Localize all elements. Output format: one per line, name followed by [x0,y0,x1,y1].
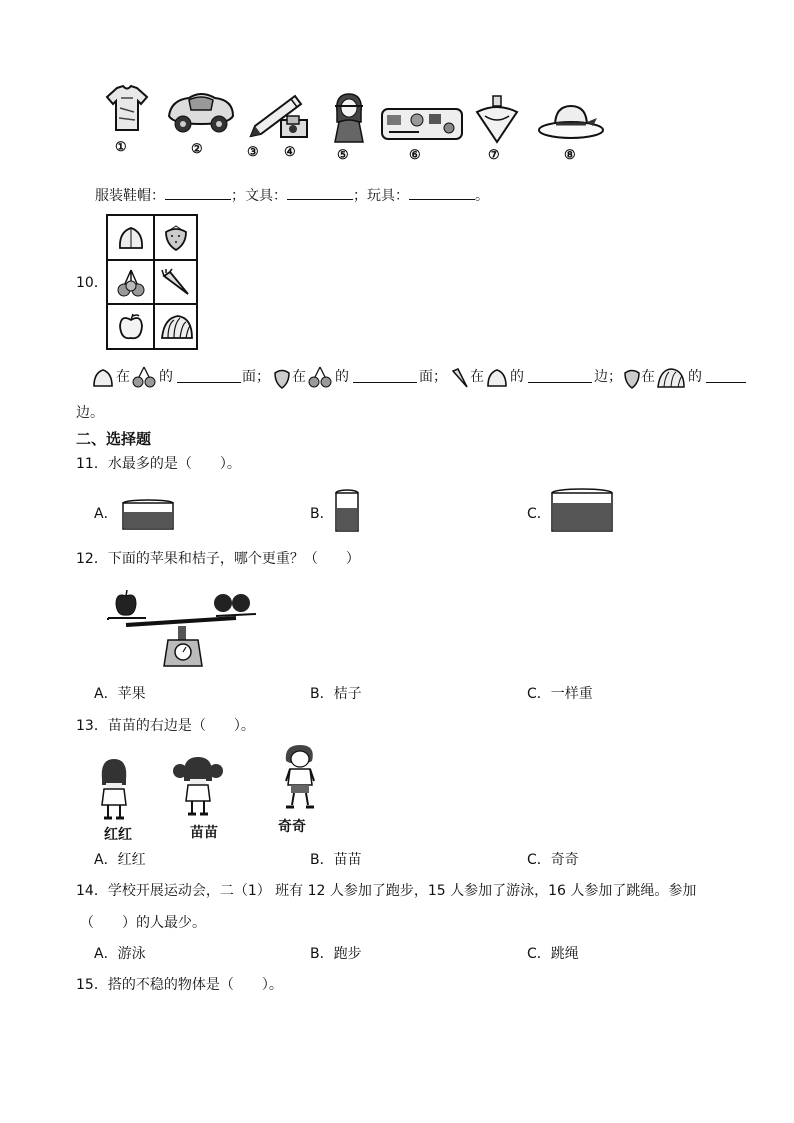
q15-question: 15．搭的不稳的物体是（ ）。 [76,977,283,993]
q10-blank-4[interactable] [706,370,746,383]
q11-question: 11．水最多的是（ ）。 [76,456,241,472]
q9-number-7: ⑦ [488,148,500,163]
balance-scale-image [106,590,268,670]
q9-number-2: ② [191,142,203,157]
q12-option-a[interactable]: A．苹果 [94,686,146,702]
toy-label: ；玩具： [353,188,409,204]
pencil-case-icon [379,106,465,142]
cherries-icon [308,366,332,388]
q10-word-of-2: 的 [335,369,349,385]
sun-hat-icon [535,102,605,142]
cherries-icon [132,366,156,388]
q10-word-at-2: 在 [292,369,306,385]
peach-icon [486,368,508,388]
peach-icon [117,224,145,252]
q13-option-b[interactable]: B．苗苗 [310,852,362,868]
q9-number-4: ④ [284,145,296,160]
boy-figure-qiqi [280,743,320,813]
stationery-label: ；文具： [231,188,287,204]
q10-blank-1[interactable] [177,370,241,383]
peach-icon [92,368,114,388]
q9-number-1: ① [115,140,127,155]
girl-figure-honghong [96,757,132,823]
q13-option-c[interactable]: C．奇奇 [527,852,579,868]
apple-icon [117,312,145,342]
q11-option-a-label[interactable]: A． [94,506,118,522]
clothing-blank[interactable] [165,187,231,200]
q10-word-at-3: 在 [470,369,484,385]
q13-option-a[interactable]: A．红红 [94,852,146,868]
corn-icon [160,314,194,342]
corn-icon [656,367,686,389]
q11-option-b-container[interactable] [333,489,361,533]
q10-word-face-2: 面； [419,369,447,385]
q9-end-punct: 。 [475,188,489,204]
toy-car-icon [165,90,237,134]
q10-tail: 边。 [76,405,104,421]
q13-question: 13．苗苗的右边是（ ）。 [76,718,255,734]
q9-number-6: ⑥ [409,148,421,163]
toy-blank[interactable] [409,187,475,200]
spinning-top-icon [473,94,521,144]
q10-answer-line [92,366,772,390]
q10-word-side-1: 边； [594,369,622,385]
q11-option-c-container[interactable] [550,488,614,534]
q10-blank-2[interactable] [353,370,417,383]
shirt-icon [103,84,151,132]
q10-word-face-1: 面； [242,369,270,385]
stationery-blank[interactable] [287,187,353,200]
q14-option-c[interactable]: C．跳绳 [527,946,579,962]
carrot-icon [450,367,470,389]
q10-blank-3[interactable] [528,370,592,383]
q10-word-at-4: 在 [641,369,655,385]
q11-option-b-label[interactable]: B． [310,506,334,522]
q10-word-at-1: 在 [116,369,130,385]
q9-answer-line [95,187,489,205]
cherries-icon [116,268,146,298]
q10-word-of-4: 的 [688,369,702,385]
strawberry-icon [622,367,642,389]
q14-question-line1: 14．学校开展运动会，二（1） 班有 12 人参加了跑步，15 人参加了游泳，16 人参加了跳绳。参加 [76,883,697,899]
q9-picture-strip [95,78,635,176]
name-qiqi: 奇奇 [278,819,306,835]
name-miaomiao: 苗苗 [190,825,218,841]
girl-figure-miaomiao [172,755,224,821]
name-honghong: 红红 [104,827,132,843]
q14-option-a[interactable]: A．游泳 [94,946,146,962]
fruit-grid [106,214,198,350]
q11-option-a-container[interactable] [121,498,175,532]
section-title: 二、选择题 [76,430,152,448]
q9-number-5: ⑤ [337,148,349,163]
q12-option-b[interactable]: B．桔子 [310,686,362,702]
q10-word-of-1: 的 [159,369,173,385]
strawberry-icon [272,367,292,389]
q9-number-3: ③ [247,145,259,160]
q11-option-c-label[interactable]: C． [527,506,551,522]
q10-word-of-3: 的 [510,369,524,385]
q9-number-8: ⑧ [564,148,576,163]
strawberry-icon [162,224,190,252]
q10-number: 10． [76,275,108,291]
q12-option-c[interactable]: C．一样重 [527,686,593,702]
q14-question-line2: （ ）的人最少。 [80,915,206,931]
clothing-label: 服装鞋帽： [95,188,165,204]
doll-icon [331,92,367,144]
q12-question: 12．下面的苹果和桔子，哪个更重？（ ） [76,551,360,567]
q14-option-b[interactable]: B．跑步 [310,946,362,962]
carrot-icon [160,268,192,298]
pencil-sharpener-icon [278,114,310,140]
